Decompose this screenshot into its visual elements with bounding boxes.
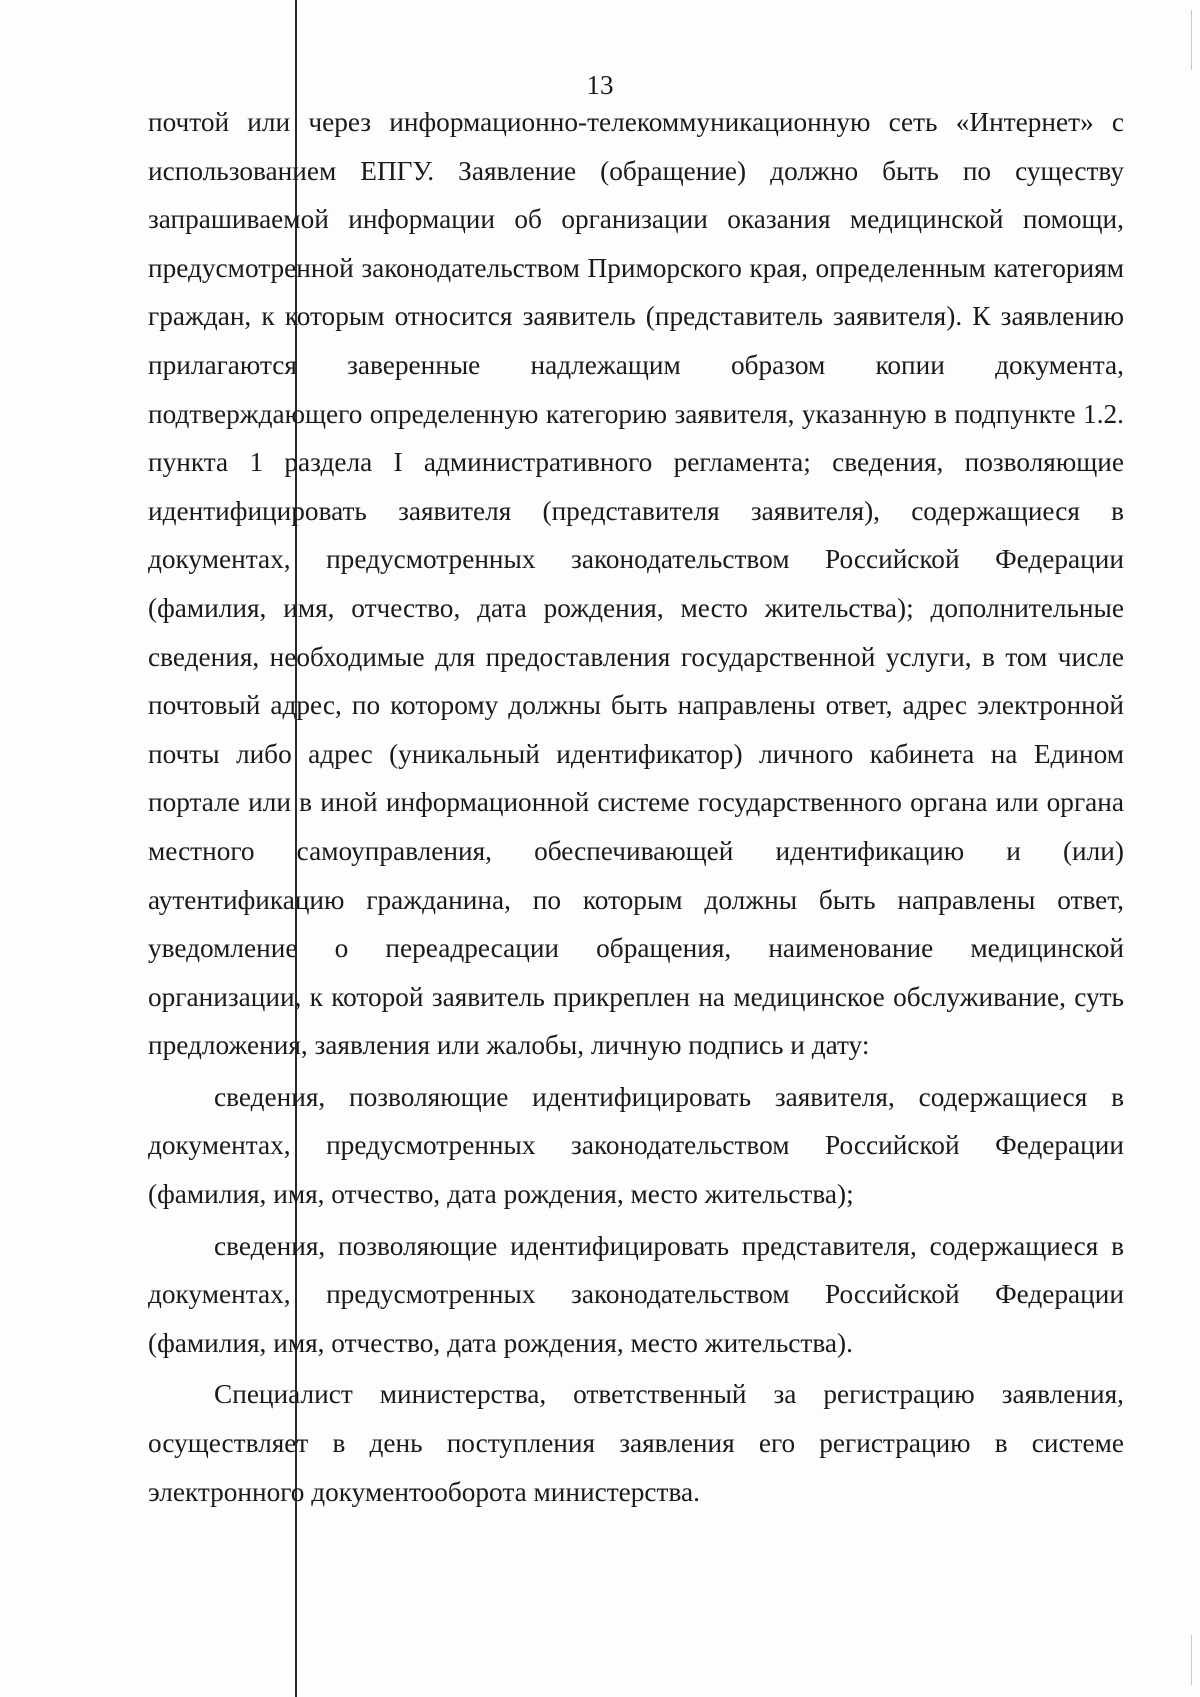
paragraph: сведения, позволяющие идентифицировать представителя, содержащиеся в документах, предусмотренных законодательством Российской Федерации (фамилия, имя, отчество, дата рождения, место жительства). bbox=[148, 1230, 1124, 1358]
document-body bbox=[148, 98, 1124, 1516]
paragraph: почтой или через информационно-телекоммуникационную сеть «Интернет» с использованием ЕПГУ. Заявление (обращение) должно быть по существу запрашиваемой информации об организации оказания медицинской помощи, предусмотренной законодательством Приморского края, определенным категориям граждан, к которым относится заявитель (представитель заявителя). К заявлению прилагаются заверенные надлежащим образом копии документа, подтверждающего определенную категорию заявителя, указанную в подпункте 1.2. пункта 1 раздела I административного регламента; сведения, позволяющие идентифицировать заявителя (представителя заявителя), содержащиеся в документах, предусмотренных законодательством Российской Федерации (фамилия, имя, отчество, дата рождения, место жительства); дополнительные сведения, необходимые для предоставления государственной услуги, в том числе почтовый адрес, по которому должны быть направлены ответ, адрес электронной почты либо адрес (уникальный идентификатор) личного кабинета на Едином портале или в иной информационной системе государственного органа или органа местного самоуправления, обеспечивающей идентификацию и (или) аутентификацию гражданина, по которым должны быть направлены ответ, уведомление о переадресации обращения, наименование медицинской организации, к которой заявитель прикреплен на медицинское обслуживание, суть предложения, заявления или жалобы, личную подпись и дату: bbox=[148, 107, 1124, 1061]
page-number: 13 bbox=[586, 70, 614, 100]
paragraph: Специалист министерства, ответственный за регистрацию заявления, осуществляет в день поступления заявления его регистрацию в системе электронного документооборота министерства. bbox=[148, 1379, 1124, 1507]
scan-edge-mark bbox=[1191, 1635, 1192, 1685]
scan-edge-mark bbox=[1191, 10, 1192, 70]
paragraph: сведения, позволяющие идентифицировать заявителя, содержащиеся в документах, предусмотренных законодательством Российской Федерации (фамилия, имя, отчество, дата рождения, место жительства); bbox=[148, 1081, 1124, 1210]
